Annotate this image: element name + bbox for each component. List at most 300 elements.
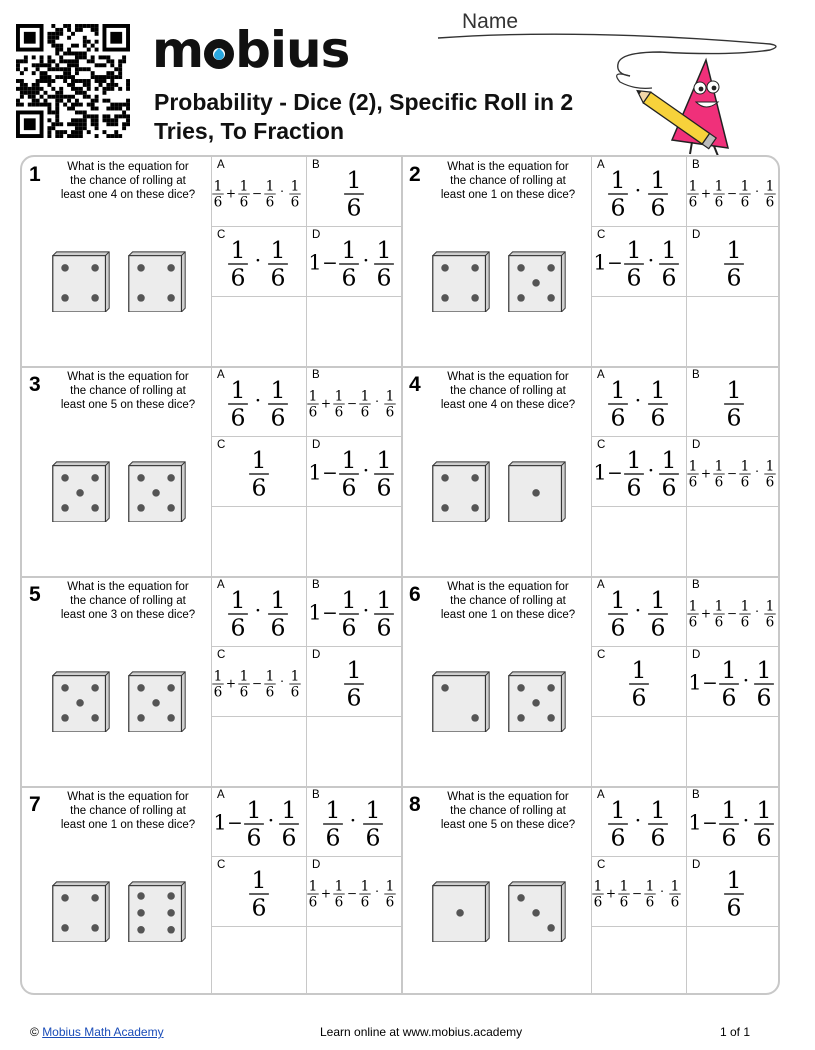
- svg-text:·: ·: [254, 388, 262, 413]
- die-face-1-icon: [506, 460, 568, 522]
- svg-text:6: 6: [661, 473, 677, 502]
- answer-option-c[interactable]: [212, 437, 307, 507]
- svg-text:1: 1: [726, 235, 742, 264]
- svg-text:1: 1: [385, 388, 395, 405]
- question-number: 4: [409, 373, 421, 396]
- question-number: 5: [29, 583, 41, 606]
- svg-text:·: ·: [742, 808, 750, 833]
- option-label: B: [692, 159, 700, 171]
- svg-text:6: 6: [688, 194, 698, 211]
- answer-expression: [212, 857, 307, 927]
- answer-option-a[interactable]: [212, 157, 307, 227]
- answer-option-b[interactable]: [687, 367, 780, 437]
- question-text: What is the equation for the chance of rolling at least one 1 on these dice?: [440, 161, 576, 201]
- answer-expression: [212, 227, 307, 297]
- svg-text:1: 1: [610, 585, 626, 614]
- svg-text:1: 1: [251, 865, 267, 894]
- svg-text:·: ·: [375, 884, 379, 899]
- answer-option-d[interactable]: [307, 857, 402, 927]
- svg-text:+: +: [700, 606, 712, 621]
- answer-option-b[interactable]: [307, 787, 402, 857]
- answer-expression: [307, 227, 402, 297]
- option-label: C: [217, 649, 226, 661]
- svg-text:·: ·: [755, 464, 759, 479]
- answer-option-a[interactable]: [212, 577, 307, 647]
- svg-text:1: 1: [265, 178, 275, 195]
- answer-expression: [307, 437, 402, 507]
- answer-expression: [212, 157, 307, 227]
- die-face-1-icon: [430, 880, 492, 942]
- answer-expression: [592, 227, 687, 297]
- svg-text:−: −: [346, 396, 358, 411]
- answer-expression: [212, 577, 307, 647]
- answer-expression: [212, 437, 307, 507]
- svg-text:1: 1: [626, 235, 642, 264]
- option-label: B: [692, 789, 700, 801]
- option-label: A: [217, 789, 225, 801]
- question-cell-1: [22, 157, 402, 367]
- answer-option-b[interactable]: [687, 157, 780, 227]
- svg-text:6: 6: [265, 684, 275, 701]
- option-label: C: [597, 859, 606, 871]
- svg-text:·: ·: [634, 178, 642, 203]
- answer-expression: [687, 857, 780, 927]
- svg-text:−: −: [726, 466, 738, 481]
- svg-text:1: 1: [270, 235, 286, 264]
- svg-text:·: ·: [660, 884, 664, 899]
- svg-text:1: 1: [213, 178, 223, 195]
- svg-text:1: 1: [765, 458, 775, 475]
- answer-expression: [687, 367, 780, 437]
- svg-text:1: 1: [308, 460, 322, 485]
- die-face-5-icon: [506, 250, 568, 312]
- work-area: [687, 507, 780, 577]
- svg-text:6: 6: [726, 893, 742, 922]
- option-label: A: [217, 369, 225, 381]
- svg-text:6: 6: [688, 474, 698, 491]
- svg-text:1: 1: [325, 795, 341, 824]
- svg-text:−: −: [702, 672, 718, 694]
- svg-text:1: 1: [265, 668, 275, 685]
- svg-text:−: −: [631, 886, 643, 901]
- svg-text:1: 1: [213, 810, 227, 835]
- answer-option-c[interactable]: [592, 437, 687, 507]
- answer-option-d[interactable]: [307, 647, 402, 717]
- question-number: 8: [409, 793, 421, 816]
- svg-text:·: ·: [755, 184, 759, 199]
- svg-text:6: 6: [230, 403, 246, 432]
- svg-text:1: 1: [376, 585, 392, 614]
- svg-text:1: 1: [365, 795, 381, 824]
- answer-expression: [592, 437, 687, 507]
- answer-expression: [687, 577, 780, 647]
- question-area: [402, 367, 592, 577]
- answer-option-c[interactable]: [592, 227, 687, 297]
- row-divider: [22, 366, 780, 368]
- svg-text:·: ·: [362, 598, 370, 623]
- svg-text:1: 1: [765, 598, 775, 615]
- option-label: D: [692, 229, 701, 241]
- question-cell-4: [402, 367, 780, 577]
- answer-option-a[interactable]: [592, 787, 687, 857]
- svg-text:6: 6: [230, 263, 246, 292]
- name-line: [438, 34, 776, 76]
- svg-text:6: 6: [610, 193, 626, 222]
- answer-option-a[interactable]: [592, 367, 687, 437]
- option-label: A: [597, 369, 605, 381]
- svg-text:+: +: [700, 186, 712, 201]
- svg-text:1: 1: [290, 668, 300, 685]
- option-label: D: [692, 439, 701, 451]
- svg-text:6: 6: [765, 474, 775, 491]
- work-area: [212, 297, 307, 367]
- option-label: A: [597, 159, 605, 171]
- svg-text:6: 6: [714, 614, 724, 631]
- svg-text:6: 6: [726, 263, 742, 292]
- option-label: B: [692, 579, 700, 591]
- svg-text:1: 1: [270, 585, 286, 614]
- question-cell-5: [22, 577, 402, 787]
- svg-text:1: 1: [610, 375, 626, 404]
- svg-text:6: 6: [230, 613, 246, 642]
- work-area: [687, 927, 780, 995]
- die-face-2-icon: [430, 670, 492, 732]
- svg-text:1: 1: [230, 585, 246, 614]
- svg-text:6: 6: [619, 894, 629, 911]
- question-area: [402, 157, 592, 367]
- svg-text:·: ·: [634, 598, 642, 623]
- svg-text:6: 6: [334, 894, 344, 911]
- svg-text:6: 6: [714, 194, 724, 211]
- svg-text:6: 6: [726, 403, 742, 432]
- die-face-5-icon: [126, 460, 188, 522]
- answer-expression: [307, 787, 402, 857]
- svg-text:−: −: [702, 812, 718, 834]
- answer-option-a[interactable]: [592, 577, 687, 647]
- question-cell-7: [22, 787, 402, 995]
- svg-text:6: 6: [385, 404, 395, 421]
- work-area: [592, 507, 687, 577]
- answer-expression: [307, 857, 402, 927]
- svg-text:1: 1: [721, 655, 737, 684]
- answer-expression: [687, 437, 780, 507]
- svg-text:6: 6: [251, 473, 267, 502]
- svg-text:1: 1: [756, 795, 772, 824]
- die-face-6-icon: [126, 880, 188, 942]
- answer-option-a[interactable]: [212, 787, 307, 857]
- die-face-3-icon: [506, 880, 568, 942]
- svg-text:6: 6: [610, 403, 626, 432]
- svg-text:6: 6: [325, 823, 341, 852]
- svg-text:6: 6: [346, 193, 362, 222]
- svg-text:6: 6: [610, 823, 626, 852]
- answer-option-d[interactable]: [307, 227, 402, 297]
- svg-text:·: ·: [362, 458, 370, 483]
- question-text: What is the equation for the chance of rolling at least one 4 on these dice?: [440, 371, 576, 411]
- svg-text:1: 1: [376, 235, 392, 264]
- svg-text:1: 1: [593, 460, 607, 485]
- question-text: What is the equation for the chance of rolling at least one 1 on these dice?: [440, 581, 576, 621]
- answer-expression: [592, 647, 687, 717]
- answer-option-a[interactable]: [592, 157, 687, 227]
- svg-text:−: −: [251, 186, 263, 201]
- die-face-4-icon: [50, 880, 112, 942]
- option-label: C: [217, 859, 226, 871]
- copyright-symbol: ©: [30, 1025, 39, 1039]
- answer-expression: [212, 787, 307, 857]
- svg-text:1: 1: [346, 655, 362, 684]
- svg-text:1: 1: [610, 795, 626, 824]
- svg-text:6: 6: [270, 403, 286, 432]
- worksheet-title: Probability - Dice (2), Specific Roll in 2 Tries, To Fraction: [154, 89, 574, 144]
- option-label: A: [217, 159, 225, 171]
- svg-text:+: +: [225, 676, 237, 691]
- svg-text:1: 1: [619, 878, 629, 895]
- question-area: [22, 157, 212, 367]
- svg-text:1: 1: [626, 445, 642, 474]
- svg-text:1: 1: [385, 878, 395, 895]
- svg-text:1: 1: [376, 445, 392, 474]
- option-label: D: [692, 859, 701, 871]
- option-label: D: [312, 859, 321, 871]
- svg-text:1: 1: [230, 235, 246, 264]
- svg-text:6: 6: [251, 893, 267, 922]
- option-label: D: [692, 649, 701, 661]
- svg-text:6: 6: [341, 263, 357, 292]
- svg-text:6: 6: [376, 263, 392, 292]
- answer-option-c[interactable]: [592, 857, 687, 927]
- die-face-4-icon: [430, 250, 492, 312]
- svg-text:−: −: [607, 462, 623, 484]
- work-area: [592, 927, 687, 995]
- footer-copyright: [30, 1025, 164, 1039]
- svg-text:−: −: [322, 462, 338, 484]
- die-face-4-icon: [126, 250, 188, 312]
- svg-text:·: ·: [280, 674, 284, 689]
- option-label: C: [597, 229, 606, 241]
- svg-text:6: 6: [376, 473, 392, 502]
- answer-expression: [592, 157, 687, 227]
- question-text: What is the equation for the chance of rolling at least one 5 on these dice?: [60, 371, 196, 411]
- question-number: 6: [409, 583, 421, 606]
- svg-text:1: 1: [631, 655, 647, 684]
- question-text: What is the equation for the chance of rolling at least one 4 on these dice?: [60, 161, 196, 201]
- question-number: 2: [409, 163, 421, 186]
- question-cell-3: [22, 367, 402, 577]
- svg-text:6: 6: [308, 404, 318, 421]
- svg-text:·: ·: [647, 248, 655, 273]
- svg-text:6: 6: [246, 823, 262, 852]
- svg-text:6: 6: [645, 894, 655, 911]
- question-number: 3: [29, 373, 41, 396]
- option-label: D: [312, 229, 321, 241]
- svg-text:6: 6: [270, 263, 286, 292]
- svg-text:6: 6: [765, 194, 775, 211]
- svg-text:1: 1: [230, 375, 246, 404]
- svg-text:1: 1: [756, 655, 772, 684]
- svg-text:6: 6: [308, 894, 318, 911]
- question-cell-2: [402, 157, 780, 367]
- answer-expression: [592, 787, 687, 857]
- svg-text:1: 1: [661, 235, 677, 264]
- answer-option-b[interactable]: [307, 157, 402, 227]
- svg-text:+: +: [605, 886, 617, 901]
- svg-text:·: ·: [267, 808, 275, 833]
- answer-option-b[interactable]: [687, 577, 780, 647]
- svg-text:1: 1: [650, 795, 666, 824]
- svg-text:1: 1: [341, 585, 357, 614]
- answer-expression: [687, 227, 780, 297]
- svg-text:·: ·: [349, 808, 357, 833]
- svg-text:6: 6: [334, 404, 344, 421]
- option-label: B: [312, 369, 320, 381]
- option-label: A: [597, 579, 605, 591]
- answer-option-b[interactable]: [307, 577, 402, 647]
- svg-text:·: ·: [647, 458, 655, 483]
- question-area: [22, 787, 212, 995]
- answer-expression: [687, 647, 780, 717]
- svg-text:−: −: [346, 886, 358, 901]
- svg-text:·: ·: [375, 394, 379, 409]
- svg-text:6: 6: [721, 683, 737, 712]
- svg-text:6: 6: [341, 473, 357, 502]
- svg-text:1: 1: [251, 445, 267, 474]
- svg-text:6: 6: [740, 614, 750, 631]
- svg-text:+: +: [225, 186, 237, 201]
- svg-text:1: 1: [688, 178, 698, 195]
- answer-option-c[interactable]: [212, 227, 307, 297]
- svg-text:+: +: [700, 466, 712, 481]
- row-divider: [22, 576, 780, 578]
- svg-text:6: 6: [650, 613, 666, 642]
- answer-expression: [307, 647, 402, 717]
- qr-code: [16, 24, 130, 138]
- svg-text:1: 1: [593, 878, 603, 895]
- svg-text:1: 1: [360, 388, 370, 405]
- question-grid: [20, 155, 780, 995]
- svg-text:6: 6: [650, 823, 666, 852]
- option-label: B: [312, 579, 320, 591]
- svg-text:6: 6: [721, 823, 737, 852]
- svg-text:·: ·: [254, 248, 262, 273]
- option-label: B: [312, 159, 320, 171]
- svg-text:1: 1: [290, 178, 300, 195]
- svg-text:6: 6: [376, 613, 392, 642]
- svg-text:1: 1: [714, 598, 724, 615]
- svg-text:1: 1: [740, 458, 750, 475]
- work-area: [592, 297, 687, 367]
- answer-expression: [592, 857, 687, 927]
- svg-text:6: 6: [385, 894, 395, 911]
- svg-text:6: 6: [740, 194, 750, 211]
- work-area: [592, 717, 687, 787]
- question-number: 7: [29, 793, 41, 816]
- mobius-academy-link[interactable]: Mobius Math Academy: [42, 1025, 164, 1039]
- svg-text:1: 1: [670, 878, 680, 895]
- svg-text:1: 1: [765, 178, 775, 195]
- option-label: C: [597, 649, 606, 661]
- answer-expression: [307, 367, 402, 437]
- svg-text:6: 6: [756, 823, 772, 852]
- svg-text:6: 6: [626, 263, 642, 292]
- svg-text:1: 1: [334, 878, 344, 895]
- answer-option-c[interactable]: [212, 857, 307, 927]
- svg-text:6: 6: [650, 193, 666, 222]
- svg-text:1: 1: [360, 878, 370, 895]
- svg-text:6: 6: [714, 474, 724, 491]
- option-label: B: [692, 369, 700, 381]
- work-area: [687, 717, 780, 787]
- option-label: C: [217, 439, 226, 451]
- svg-text:6: 6: [670, 894, 680, 911]
- svg-text:6: 6: [631, 683, 647, 712]
- svg-text:6: 6: [740, 474, 750, 491]
- option-label: B: [312, 789, 320, 801]
- question-text: What is the equation for the chance of rolling at least one 5 on these dice?: [440, 791, 576, 831]
- answer-option-c[interactable]: [212, 647, 307, 717]
- svg-text:·: ·: [634, 808, 642, 833]
- answer-option-d[interactable]: [687, 857, 780, 927]
- svg-text:6: 6: [290, 684, 300, 701]
- svg-text:6: 6: [239, 684, 249, 701]
- svg-text:6: 6: [688, 614, 698, 631]
- answer-option-d[interactable]: [307, 437, 402, 507]
- svg-text:6: 6: [756, 683, 772, 712]
- option-label: A: [597, 789, 605, 801]
- question-area: [22, 577, 212, 787]
- question-text: What is the equation for the chance of rolling at least one 3 on these dice?: [60, 581, 196, 621]
- svg-text:6: 6: [650, 403, 666, 432]
- option-label: C: [597, 439, 606, 451]
- svg-text:+: +: [320, 396, 332, 411]
- svg-text:1: 1: [270, 375, 286, 404]
- svg-text:6: 6: [626, 473, 642, 502]
- svg-text:1: 1: [688, 458, 698, 475]
- svg-text:·: ·: [362, 248, 370, 273]
- answer-option-b[interactable]: [687, 787, 780, 857]
- svg-text:1: 1: [341, 235, 357, 264]
- svg-text:·: ·: [755, 604, 759, 619]
- answer-option-a[interactable]: [212, 367, 307, 437]
- svg-text:6: 6: [281, 823, 297, 852]
- die-face-4-icon: [50, 250, 112, 312]
- pencil-mascot-illustration: [430, 30, 790, 158]
- logo-drop-icon: [204, 39, 234, 69]
- option-label: D: [312, 439, 321, 451]
- answer-expression: [307, 157, 402, 227]
- svg-text:6: 6: [265, 194, 275, 211]
- svg-text:1: 1: [308, 388, 318, 405]
- answer-option-b[interactable]: [307, 367, 402, 437]
- footer-learn-online: Learn online at www.mobius.academy: [320, 1025, 523, 1039]
- die-face-5-icon: [50, 460, 112, 522]
- answer-option-d[interactable]: [687, 437, 780, 507]
- option-label: A: [217, 579, 225, 591]
- svg-text:1: 1: [726, 375, 742, 404]
- answer-option-d[interactable]: [687, 227, 780, 297]
- svg-text:6: 6: [270, 613, 286, 642]
- svg-text:−: −: [251, 676, 263, 691]
- svg-text:1: 1: [213, 668, 223, 685]
- answer-option-c[interactable]: [592, 647, 687, 717]
- svg-text:1: 1: [714, 458, 724, 475]
- answer-option-d[interactable]: [687, 647, 780, 717]
- svg-text:1: 1: [246, 795, 262, 824]
- work-area: [307, 297, 402, 367]
- svg-text:1: 1: [593, 250, 607, 275]
- svg-text:1: 1: [726, 865, 742, 894]
- work-area: [687, 297, 780, 367]
